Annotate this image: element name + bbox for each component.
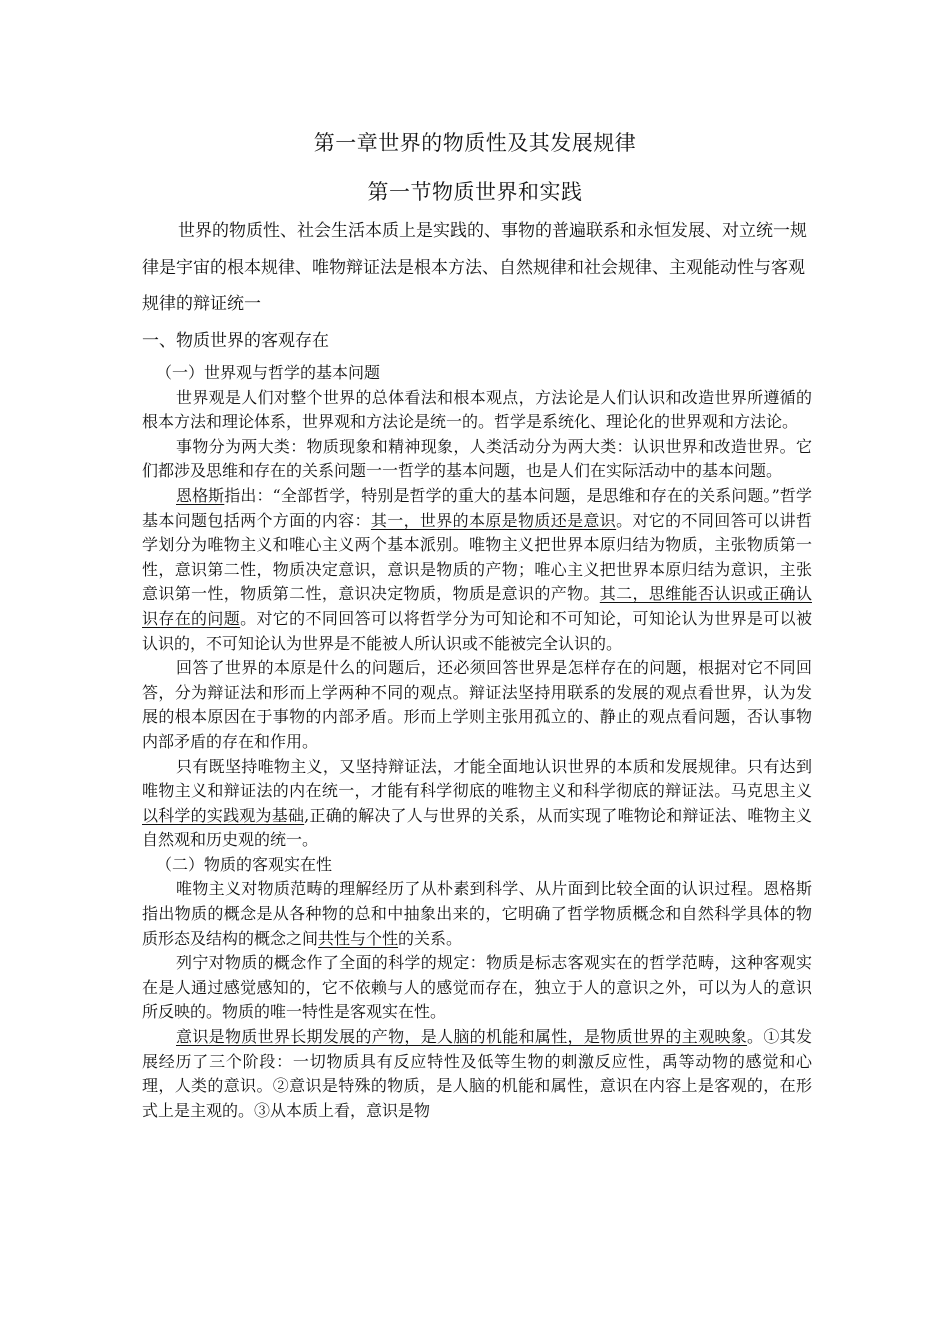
paragraph-two-categories: 事物分为两大类：物质现象和精神现象，人类活动分为两大类：认识世界和改造世界。它们都涉及思维和存在的关系问题一一哲学的基本问题，也是人们在实际活动中的基本问题。: [142, 436, 812, 481]
underlined-practice-basis: 以科学的实践观为基础: [142, 805, 305, 825]
engels-name: 恩格斯: [176, 485, 225, 505]
underlined-question-one: 其一，世界的本原是物质还是意识: [370, 510, 617, 530]
text-run: 唯物主义对物质范畴的理解经历了从朴素到科学、从片面到比较全面的认识过程。恩格斯指出物质的概念是从各种物的总和中抽象出来的，它明确了哲学物质概念和自然科学具体的物质形态及结构的概念之间: [142, 879, 812, 948]
text-run: 。①其发展经历了三个阶段：一切物质具有反应特性及低等生物的刺激反应性，禹等动物的感觉和心理，人类的意识。②意识是特殊的物质，是人脑的机能和属性，意识在内容上是客观的，在形式上是主观的。③从本质上看，意识是物: [142, 1027, 812, 1120]
paragraph-basic-question: [142, 484, 812, 656]
chapter-title: 第一章世界的物质性及其发展规律: [313, 131, 637, 155]
section-title: 第一节物质世界和实践: [367, 180, 583, 204]
heading-part-one: 一、物质世界的客观存在: [142, 331, 329, 351]
paragraph-dialectics: 回答了世界的本原是什么的问题后，还必须回答世界是怎样存在的问题，根据对它不同回答，分为辩证法和形而上学两种不同的观点。辩证法坚持用联系的发展的观点看世界，认为发展的根本原因在于事物的内部矛盾。形而上学则主张用孤立的、静止的观点看问题，否认事物内部矛盾的存在和作用。: [142, 658, 812, 751]
body-text: [142, 361, 812, 1123]
intro-paragraph: 世界的物质性、社会生活本质上是实践的、事物的普遍联系和永恒发展、对立统一规律是宇宙的根本规律、唯物辩证法是根本方法、自然规律和社会规律、主观能动性与客观规律的辩证统一: [142, 221, 807, 314]
paragraph-unity: [142, 755, 812, 853]
underlined-question-two: 其二，思维能否认识或正确认识存在的问题: [142, 584, 812, 628]
paragraph-worldview: 世界观是人们对整个世界的总体看法和根本观点，方法论是人们认识和改造世界所遵循的根本方法和理论体系，世界观和方法论是统一的。哲学是系统化、理论化的世界观和方法论。: [142, 387, 812, 432]
paragraph-consciousness: [142, 1025, 812, 1123]
subheading-objective-reality: （二）物质的客观实在性: [156, 854, 333, 874]
paragraph-matter-category: [142, 877, 812, 951]
text-run: 。对它的不同回答可以讲哲学划分为唯物主义和唯心主义两个基本派别。唯物主义把世界本原归结为物质，主张物质第一性，意识第二性，物质决定意识，意识是物质的产物；唯心主义把世界本原归结为意识，主张意识第一性，物质第二性，意识决定物质，物质是意识的产物。: [142, 510, 812, 604]
text-run: 的关系。: [398, 928, 463, 948]
text-run: 。对它的不同回答可以将哲学分为可知论和不可知论，可知论认为世界是可以被认识的，不可知论认为世界是不能被人所认识或不能被完全认识的。: [142, 608, 812, 653]
paragraph-lenin: 列宁对物质的概念作了全面的科学的规定：物质是标志客观实在的哲学范畴，这种客观实在是人通过感觉感知的，它不依赖与人的感觉而存在，独立于人的意识之外，可以为人的意识所反映的。物质的唯一特性是客观实在性。: [142, 953, 812, 1022]
subheading-worldview: （一）世界观与哲学的基本问题: [156, 363, 381, 382]
underlined-consciousness: 意识是物质世界长期发展的产物，是人脑的机能和属性，是物质世界的主观映象: [176, 1027, 748, 1047]
text-run: 指出：“全部哲学，特别是哲学的重大的基本问题，是思维和存在的关系问题。”哲学基本问题包括两个方面的内容：: [142, 485, 812, 530]
underlined-commonality: 共性与个性: [318, 928, 399, 948]
text-run: 只有既坚持唯物主义，又坚持辩证法，才能全面地认识世界的本质和发展规律。只有达到唯物主义和辩证法的内在统一，才能有科学彻底的唯物主义和科学彻底的辩证法。马克思主义: [142, 756, 812, 801]
text-run: ,正确的解决了人与世界的关系，从而实现了唯物论和辩证法、唯物主义自然观和历史观的统一。: [142, 805, 812, 850]
